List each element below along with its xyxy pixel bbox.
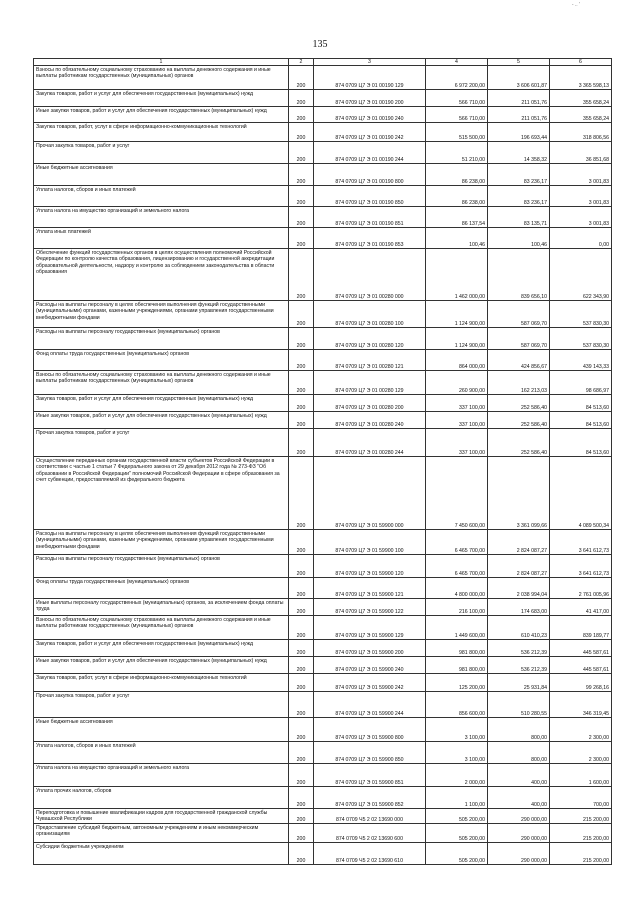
- row-executed-amount: 2 038 994,04: [488, 578, 550, 599]
- budget-execution-table: [33, 58, 612, 865]
- row-approved-amount: 3 100,00: [426, 742, 488, 764]
- table-row: [34, 555, 612, 578]
- table-row: [34, 742, 612, 764]
- row-description: Уплата налога на имущество организаций и земельного налога: [34, 764, 289, 787]
- column-header: 6: [550, 59, 612, 66]
- row-description: Уплата иных платежей: [34, 228, 289, 249]
- row-executed-amount: 83 135,71: [488, 207, 550, 228]
- row-line-code: 200: [289, 742, 314, 764]
- row-line-code: 200: [289, 824, 314, 843]
- row-unexecuted-amount: 700,00: [550, 787, 612, 809]
- row-approved-amount: 515 500,00: [426, 123, 488, 142]
- row-approved-amount: 505 200,00: [426, 843, 488, 865]
- row-description: Иные бюджетные ассигнования: [34, 718, 289, 742]
- row-line-code: 200: [289, 692, 314, 718]
- row-budget-code: 874 0709 Ц7 Э 01 00280 120: [314, 328, 426, 350]
- row-unexecuted-amount: 318 806,56: [550, 123, 612, 142]
- row-description: Закупка товаров, работ, услуг в сфере информационно-коммуникационных технологий: [34, 674, 289, 692]
- row-line-code: 200: [289, 578, 314, 599]
- row-description: Прочая закупка товаров, работ и услуг: [34, 692, 289, 718]
- row-executed-amount: 14 358,32: [488, 142, 550, 164]
- row-budget-code: 874 0709 Ц7 Э 01 59900 240: [314, 657, 426, 674]
- row-line-code: 200: [289, 674, 314, 692]
- row-budget-code: 874 0709 Ц7 Э 01 59900 852: [314, 787, 426, 809]
- column-number-header-row: [34, 59, 612, 66]
- row-approved-amount: 505 200,00: [426, 809, 488, 824]
- row-budget-code: 874 0709 Ц7 Э 01 59900 242: [314, 674, 426, 692]
- row-line-code: 200: [289, 395, 314, 412]
- row-budget-code: 874 0709 Ц7 Э 01 59900 129: [314, 616, 426, 640]
- row-budget-code: 874 0709 Ц7 Э 01 00190 244: [314, 142, 426, 164]
- row-description: Взносы по обязательному социальному страхованию на выплаты денежного содержания и иные выплаты работникам государственных (муниципальных) органов: [34, 371, 289, 395]
- row-budget-code: 874 0709 Ц7 Э 01 00280 200: [314, 395, 426, 412]
- row-budget-code: 874 0709 Ч5 2 02 13690 610: [314, 843, 426, 865]
- row-line-code: 200: [289, 228, 314, 249]
- row-unexecuted-amount: 84 513,60: [550, 395, 612, 412]
- table-row: [34, 142, 612, 164]
- row-line-code: 200: [289, 249, 314, 301]
- row-unexecuted-amount: 537 830,30: [550, 328, 612, 350]
- row-description: Взносы по обязательному социальному страхованию на выплаты денежного содержания и иные выплаты работникам государственных (муниципальных) органов: [34, 616, 289, 640]
- row-approved-amount: 337 100,00: [426, 395, 488, 412]
- row-line-code: 200: [289, 657, 314, 674]
- row-executed-amount: 800,00: [488, 718, 550, 742]
- row-description: Взносы по обязательному социальному страхованию на выплаты денежного содержания и иные выплаты работникам государственных (муниципальных) органов: [34, 66, 289, 90]
- row-approved-amount: 51 210,00: [426, 142, 488, 164]
- row-line-code: 200: [289, 718, 314, 742]
- row-description: Иные закупки товаров, работ и услуг для обеспечения государственных (муниципальных) нужд: [34, 412, 289, 429]
- row-line-code: 200: [289, 186, 314, 207]
- row-line-code: 200: [289, 843, 314, 865]
- column-header: 1: [34, 59, 289, 66]
- row-executed-amount: 290 000,00: [488, 809, 550, 824]
- row-budget-code: 874 0709 Ц7 Э 01 59900 120: [314, 555, 426, 578]
- row-line-code: 200: [289, 164, 314, 186]
- row-description: Расходы на выплаты персоналу государственных (муниципальных) органов: [34, 328, 289, 350]
- row-unexecuted-amount: 3 001,83: [550, 164, 612, 186]
- row-executed-amount: 290 000,00: [488, 824, 550, 843]
- row-budget-code: 874 0709 Ц7 Э 01 59900 851: [314, 764, 426, 787]
- table-row: [34, 228, 612, 249]
- row-executed-amount: 211 051,76: [488, 90, 550, 107]
- column-header: 4: [426, 59, 488, 66]
- row-executed-amount: 83 236,17: [488, 186, 550, 207]
- row-description: Иные выплаты персоналу государственных (муниципальных) органов, за исключением фонда оплаты труда: [34, 599, 289, 616]
- column-header: 3: [314, 59, 426, 66]
- row-approved-amount: 1 462 000,00: [426, 249, 488, 301]
- row-description: Прочая закупка товаров, работ и услуг: [34, 142, 289, 164]
- row-unexecuted-amount: 445 587,61: [550, 657, 612, 674]
- table-row: [34, 395, 612, 412]
- row-budget-code: 874 0709 Ц7 Э 01 59900 800: [314, 718, 426, 742]
- row-description: Расходы на выплаты персоналу в целях обеспечения выполнения функций государственными (муниципальными) органами, казенными учреждениями, органами управления государственными внебюджетными фондами: [34, 530, 289, 555]
- row-budget-code: 874 0709 Ц7 Э 01 00190 129: [314, 66, 426, 90]
- row-budget-code: 874 0709 Ц7 Э 01 59900 244: [314, 692, 426, 718]
- row-line-code: 200: [289, 66, 314, 90]
- table-row: [34, 123, 612, 142]
- row-budget-code: 874 0709 Ц7 Э 01 59900 100: [314, 530, 426, 555]
- table-row: [34, 207, 612, 228]
- row-executed-amount: 839 656,10: [488, 249, 550, 301]
- row-line-code: 200: [289, 640, 314, 657]
- row-line-code: 200: [289, 429, 314, 457]
- row-line-code: 200: [289, 616, 314, 640]
- row-executed-amount: 400,00: [488, 787, 550, 809]
- row-unexecuted-amount: 3 641 612,73: [550, 530, 612, 555]
- row-approved-amount: 216 100,00: [426, 599, 488, 616]
- row-description: Фонд оплаты труда государственных (муниципальных) органов: [34, 350, 289, 371]
- row-line-code: 200: [289, 90, 314, 107]
- row-executed-amount: 252 586,40: [488, 429, 550, 457]
- row-budget-code: 874 0709 Ц7 Э 01 00190 850: [314, 186, 426, 207]
- row-unexecuted-amount: 1 600,00: [550, 764, 612, 787]
- table-row: [34, 301, 612, 328]
- row-unexecuted-amount: 439 143,33: [550, 350, 612, 371]
- table-row: [34, 616, 612, 640]
- row-executed-amount: 610 410,23: [488, 616, 550, 640]
- row-budget-code: 874 0709 Ц7 Э 01 00190 800: [314, 164, 426, 186]
- table-row: [34, 657, 612, 674]
- row-line-code: 200: [289, 328, 314, 350]
- table-row: [34, 350, 612, 371]
- row-unexecuted-amount: 3 365 598,13: [550, 66, 612, 90]
- row-approved-amount: 981 800,00: [426, 640, 488, 657]
- row-description: Уплата налогов, сборов и иных платежей: [34, 186, 289, 207]
- row-approved-amount: 566 710,00: [426, 107, 488, 123]
- row-unexecuted-amount: 346 319,45: [550, 692, 612, 718]
- row-unexecuted-amount: 215 200,00: [550, 824, 612, 843]
- table-row: [34, 107, 612, 123]
- row-budget-code: 874 0709 Ц7 Э 01 59900 850: [314, 742, 426, 764]
- row-approved-amount: 337 100,00: [426, 412, 488, 429]
- row-approved-amount: 1 124 900,00: [426, 301, 488, 328]
- row-unexecuted-amount: 215 200,00: [550, 843, 612, 865]
- table-row: [34, 66, 612, 90]
- row-approved-amount: 864 000,00: [426, 350, 488, 371]
- row-line-code: 200: [289, 142, 314, 164]
- table-row: [34, 90, 612, 107]
- row-executed-amount: 2 824 087,27: [488, 530, 550, 555]
- row-line-code: 200: [289, 555, 314, 578]
- row-approved-amount: 86 238,00: [426, 164, 488, 186]
- row-executed-amount: 100,46: [488, 228, 550, 249]
- row-description: Обеспечение функций государственных органов в целях осуществления полномочий Российской Федерации по контролю качества образования, лицензированию и государственной аккредитации образовательной деятельности, надзору и контролю за соблюдением законодательства в области образования: [34, 249, 289, 301]
- row-line-code: 200: [289, 787, 314, 809]
- row-description: Закупка товаров, работ и услуг для обеспечения государственных (муниципальных) нужд: [34, 90, 289, 107]
- row-unexecuted-amount: 2 300,00: [550, 742, 612, 764]
- row-executed-amount: 400,00: [488, 764, 550, 787]
- row-executed-amount: 587 069,70: [488, 328, 550, 350]
- row-description: Переподготовка и повышение квалификации кадров для государственной гражданской службы Чувашской Республики: [34, 809, 289, 824]
- row-budget-code: 874 0709 Ц7 Э 01 59900 122: [314, 599, 426, 616]
- row-executed-amount: 800,00: [488, 742, 550, 764]
- row-description: Расходы на выплаты персоналу государственных (муниципальных) органов: [34, 555, 289, 578]
- row-unexecuted-amount: 0,00: [550, 228, 612, 249]
- row-budget-code: 874 0709 Ц7 Э 01 00280 244: [314, 429, 426, 457]
- row-budget-code: 874 0709 Ц7 Э 01 00190 853: [314, 228, 426, 249]
- row-description: Иные бюджетные ассигнования: [34, 164, 289, 186]
- scan-artifact-mark: - .. ': [571, 2, 580, 8]
- table-row: [34, 371, 612, 395]
- row-budget-code: 874 0709 Ц7 Э 01 59900 121: [314, 578, 426, 599]
- row-line-code: 200: [289, 457, 314, 530]
- row-executed-amount: 25 931,84: [488, 674, 550, 692]
- row-executed-amount: 196 693,44: [488, 123, 550, 142]
- table-row: [34, 578, 612, 599]
- table-row: [34, 249, 612, 301]
- row-unexecuted-amount: 2 300,00: [550, 718, 612, 742]
- table-row: [34, 674, 612, 692]
- row-unexecuted-amount: 4 089 500,34: [550, 457, 612, 530]
- row-approved-amount: 86 137,54: [426, 207, 488, 228]
- row-approved-amount: 86 238,00: [426, 186, 488, 207]
- row-unexecuted-amount: 36 851,68: [550, 142, 612, 164]
- table-row: [34, 640, 612, 657]
- row-line-code: 200: [289, 107, 314, 123]
- row-approved-amount: 6 972 200,00: [426, 66, 488, 90]
- row-description: Иные закупки товаров, работ и услуг для обеспечения государственных (муниципальных) нужд: [34, 107, 289, 123]
- row-approved-amount: 3 100,00: [426, 718, 488, 742]
- row-executed-amount: 536 212,39: [488, 657, 550, 674]
- column-header: 5: [488, 59, 550, 66]
- row-executed-amount: 2 824 087,27: [488, 555, 550, 578]
- table-row: [34, 809, 612, 824]
- row-unexecuted-amount: 84 513,60: [550, 429, 612, 457]
- row-unexecuted-amount: 3 001,83: [550, 186, 612, 207]
- row-budget-code: 874 0709 Ц7 Э 01 00190 851: [314, 207, 426, 228]
- row-budget-code: 874 0709 Ц7 Э 01 59900 200: [314, 640, 426, 657]
- row-executed-amount: 252 586,40: [488, 412, 550, 429]
- row-line-code: 200: [289, 809, 314, 824]
- row-budget-code: 874 0709 Ц7 Э 01 00190 242: [314, 123, 426, 142]
- row-executed-amount: 174 683,00: [488, 599, 550, 616]
- table-row: [34, 843, 612, 865]
- row-line-code: 200: [289, 301, 314, 328]
- row-approved-amount: 1 124 900,00: [426, 328, 488, 350]
- row-budget-code: 874 0709 Ц7 Э 01 00190 240: [314, 107, 426, 123]
- row-unexecuted-amount: 622 343,90: [550, 249, 612, 301]
- row-approved-amount: 260 900,00: [426, 371, 488, 395]
- row-line-code: 200: [289, 599, 314, 616]
- row-description: Уплата налога на имущество организаций и земельного налога: [34, 207, 289, 228]
- row-approved-amount: 2 000,00: [426, 764, 488, 787]
- row-line-code: 200: [289, 207, 314, 228]
- row-executed-amount: 424 856,67: [488, 350, 550, 371]
- row-executed-amount: 587 069,70: [488, 301, 550, 328]
- table-row: [34, 412, 612, 429]
- row-approved-amount: 981 800,00: [426, 657, 488, 674]
- row-description: Субсидии бюджетным учреждениям: [34, 843, 289, 865]
- row-description: Уплата налогов, сборов и иных платежей: [34, 742, 289, 764]
- row-approved-amount: 100,46: [426, 228, 488, 249]
- row-unexecuted-amount: 99 268,16: [550, 674, 612, 692]
- row-unexecuted-amount: 3 001,83: [550, 207, 612, 228]
- row-approved-amount: 6 465 700,00: [426, 530, 488, 555]
- row-budget-code: 874 0709 Ц7 Э 01 00280 100: [314, 301, 426, 328]
- row-approved-amount: 1 449 600,00: [426, 616, 488, 640]
- row-budget-code: 874 0709 Ц7 Э 01 00280 129: [314, 371, 426, 395]
- row-approved-amount: 4 800 000,00: [426, 578, 488, 599]
- row-budget-code: 874 0709 Ц7 Э 01 00280 000: [314, 249, 426, 301]
- row-approved-amount: 6 465 700,00: [426, 555, 488, 578]
- row-description: Прочая закупка товаров, работ и услуг: [34, 429, 289, 457]
- page-number: 135: [312, 39, 328, 50]
- row-description: Закупка товаров, работ и услуг для обеспечения государственных (муниципальных) нужд: [34, 640, 289, 657]
- row-description: Иные закупки товаров, работ и услуг для обеспечения государственных (муниципальных) нужд: [34, 657, 289, 674]
- row-description: Закупка товаров, работ, услуг в сфере информационно-коммуникационных технологий: [34, 123, 289, 142]
- row-unexecuted-amount: 355 658,24: [550, 107, 612, 123]
- table-row: [34, 429, 612, 457]
- row-unexecuted-amount: 3 641 612,73: [550, 555, 612, 578]
- row-executed-amount: 536 212,39: [488, 640, 550, 657]
- row-unexecuted-amount: 537 830,30: [550, 301, 612, 328]
- row-budget-code: 874 0709 Ц7 Э 01 59900 000: [314, 457, 426, 530]
- row-description: Фонд оплаты труда государственных (муниципальных) органов: [34, 578, 289, 599]
- row-executed-amount: 290 000,00: [488, 843, 550, 865]
- row-line-code: 200: [289, 123, 314, 142]
- row-budget-code: 874 0709 Ц7 Э 01 00190 200: [314, 90, 426, 107]
- row-line-code: 200: [289, 764, 314, 787]
- row-budget-code: 874 0709 Ц7 Э 01 00280 121: [314, 350, 426, 371]
- row-approved-amount: 856 600,00: [426, 692, 488, 718]
- row-description: Уплата прочих налогов, сборов: [34, 787, 289, 809]
- table-row: [34, 599, 612, 616]
- row-approved-amount: 337 100,00: [426, 429, 488, 457]
- row-executed-amount: 3 361 099,66: [488, 457, 550, 530]
- row-unexecuted-amount: 839 189,77: [550, 616, 612, 640]
- column-header: 2: [289, 59, 314, 66]
- row-description: Предоставление субсидий бюджетным, автономным учреждениям и иным некоммерческим организациям: [34, 824, 289, 843]
- row-description: Осуществление переданных органам государственной власти субъектов Российской Федерации в соответствии с частью 1 статьи 7 Федерального закона от 29 декабря 2012 года № 273-ФЗ "Об образовании в Российской Федерации" полномочий Российской Федерации в сфере образования за счет субвенции, предоставляемой из федерального бюджета: [34, 457, 289, 530]
- row-executed-amount: 252 586,40: [488, 395, 550, 412]
- row-line-code: 200: [289, 530, 314, 555]
- table-row: [34, 457, 612, 530]
- table-row: [34, 186, 612, 207]
- table-row: [34, 718, 612, 742]
- row-description: Расходы на выплаты персоналу в целях обеспечения выполнения функций государственными (муниципальными) органами, казенными учреждениями, органами управления государственными внебюджетными фондами: [34, 301, 289, 328]
- row-unexecuted-amount: 445 587,61: [550, 640, 612, 657]
- table-row: [34, 164, 612, 186]
- row-approved-amount: 7 450 600,00: [426, 457, 488, 530]
- table-row: [34, 328, 612, 350]
- table-row: [34, 787, 612, 809]
- row-approved-amount: 1 100,00: [426, 787, 488, 809]
- row-budget-code: 874 0709 Ц7 Э 01 00280 240: [314, 412, 426, 429]
- row-unexecuted-amount: 98 686,97: [550, 371, 612, 395]
- table-row: [34, 692, 612, 718]
- row-approved-amount: 566 710,00: [426, 90, 488, 107]
- row-executed-amount: 3 606 601,87: [488, 66, 550, 90]
- row-budget-code: 874 0709 Ч5 2 02 13690 000: [314, 809, 426, 824]
- table-row: [34, 530, 612, 555]
- row-unexecuted-amount: 84 513,60: [550, 412, 612, 429]
- table-row: [34, 824, 612, 843]
- row-approved-amount: 505 200,00: [426, 824, 488, 843]
- row-approved-amount: 125 200,00: [426, 674, 488, 692]
- row-unexecuted-amount: 41 417,00: [550, 599, 612, 616]
- row-description: Закупка товаров, работ и услуг для обеспечения государственных (муниципальных) нужд: [34, 395, 289, 412]
- table-row: [34, 764, 612, 787]
- row-executed-amount: 510 280,55: [488, 692, 550, 718]
- row-executed-amount: 211 051,76: [488, 107, 550, 123]
- row-unexecuted-amount: 215 200,00: [550, 809, 612, 824]
- row-unexecuted-amount: 355 658,24: [550, 90, 612, 107]
- row-executed-amount: 162 213,03: [488, 371, 550, 395]
- row-line-code: 200: [289, 350, 314, 371]
- row-executed-amount: 83 236,17: [488, 164, 550, 186]
- row-budget-code: 874 0709 Ч5 2 02 13690 600: [314, 824, 426, 843]
- row-unexecuted-amount: 2 761 005,96: [550, 578, 612, 599]
- row-line-code: 200: [289, 412, 314, 429]
- row-line-code: 200: [289, 371, 314, 395]
